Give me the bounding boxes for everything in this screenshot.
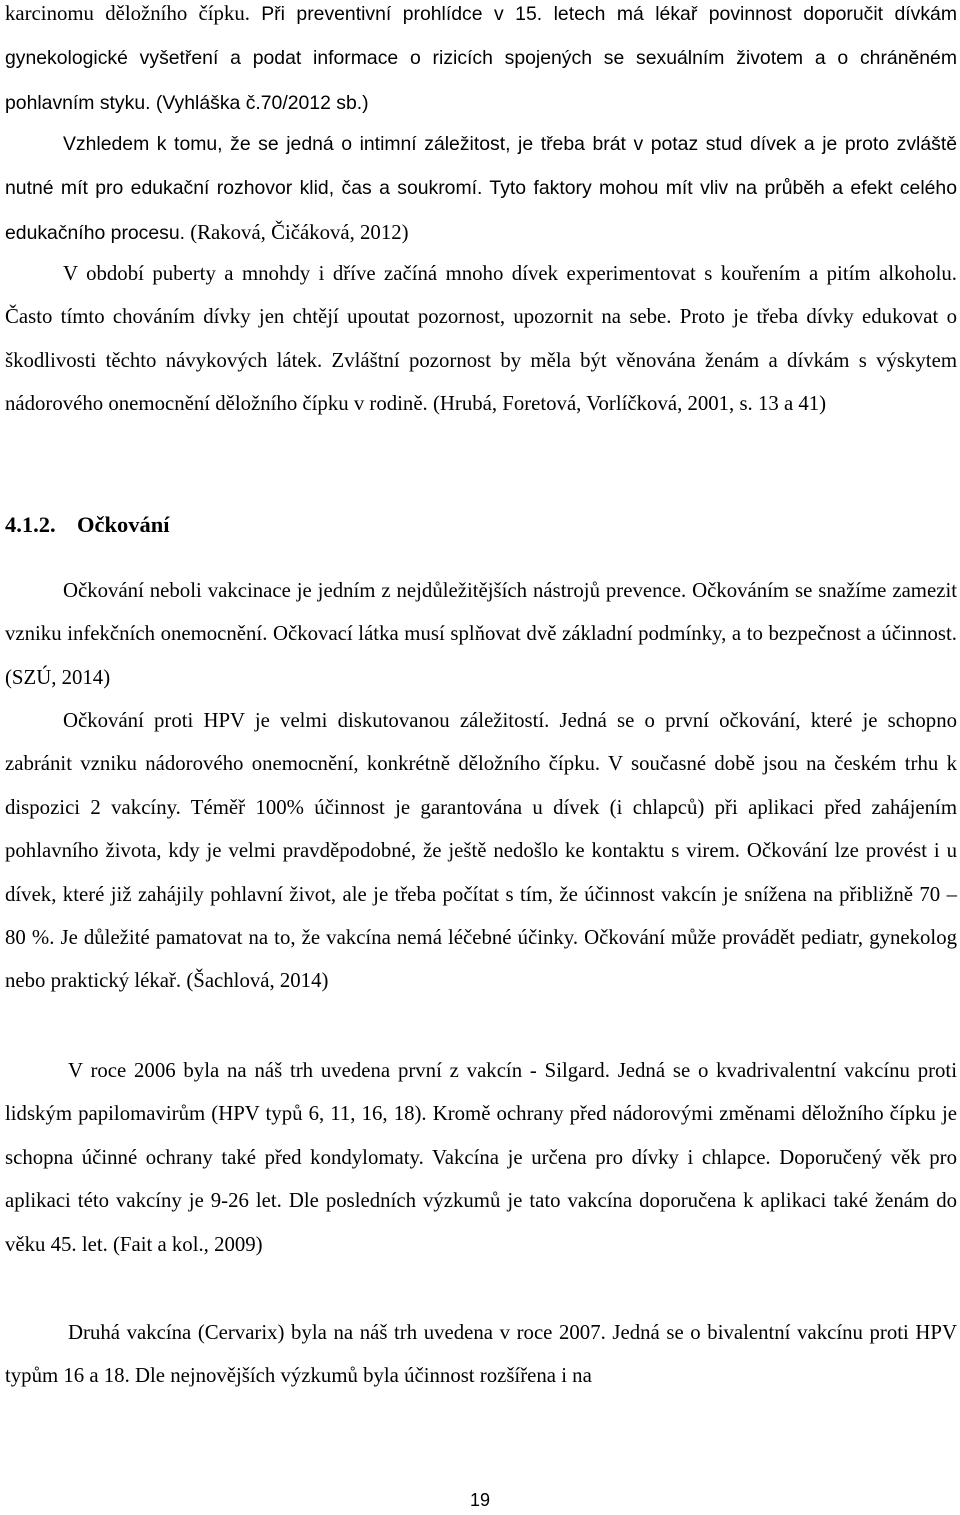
paragraph-cervarix	[5, 1311, 957, 1398]
paragraph-privacy-citation: (Raková, Čičáková, 2012)	[185, 220, 409, 244]
paragraph-silgard-text: V roce 2006 byla na náš trh uvedena první z vakcín - Silgard. Jedná se o kvadrivalentní vakcínu proti lidským papilomavirům (HPV typů 6, 11, 16, 18). Kromě ochrany před nádorovými změnami děložního čípku je schopna účinné ochrany také před kondylomaty. Vakcína je určena pro dívky i chlapce. Doporučený věk pro aplikaci této vakcíny je 9-26 let. Dle posledních výzkumů je tato vakcína doporučena k aplikaci také ženám do věku 45. let. (Fait a kol., 2009)	[5, 1059, 957, 1256]
paragraph-hpv-vaccination	[5, 699, 957, 1003]
paragraph-silgard	[5, 1049, 957, 1266]
paragraph-vaccination	[5, 569, 957, 699]
paragraph-cervarix-text: Druhá vakcína (Cervarix) byla na náš trh uvedena v roce 2007. Jedná se o bivalentní vakcínu proti HPV typům 16 a 18. Dle nejnovějších výzkumů byla účinnost rozšířena i na	[5, 1321, 957, 1388]
paragraph-puberty	[5, 252, 957, 426]
paragraph-intro-serif: karcinomu děložního čípku.	[5, 2, 262, 25]
paragraph-vaccination-text: Očkování neboli vakcinace je jedním z nejdůležitějších nástrojů prevence. Očkováním se snažíme zamezit vzniku infekčních onemocnění. Očkovací látka musí splňovat dvě základní podmínky, a to bezpečnost a účinnost. (SZÚ, 2014)	[5, 579, 957, 689]
paragraph-privacy-sans: Vzhledem k tomu, že se jedná o intimní záležitost, je třeba brát v potaz stud dívek a je proto zvláště nutné mít pro edukační rozhovor klid, čas a soukromí. Tyto faktory mohou mít vliv na průběh a efekt celého edukačního procesu.	[5, 133, 957, 244]
paragraph-puberty-text: V období puberty a mnohdy i dříve začíná mnoho dívek experimentovat s kouřením a pitím alkoholu. Často tímto chováním dívky jen chtějí upoutat pozornost, upozornit na sebe. Proto je třeba dívky edukovat o škodlivosti těchto návykových látek. Zvláštní pozornost by měla být věnována ženám a dívkám s výskytem nádorového onemocnění děložního čípku v rodině. (Hrubá, Foretová, Vorlíčková, 2001, s. 13 a 41)	[5, 262, 957, 416]
section-heading	[5, 505, 170, 545]
section-title: Očkování	[77, 512, 170, 537]
paragraph-intro-sans: Při preventivní prohlídce v 15. letech má lékař povinnost doporučit dívkám gynekologické vyšetření a podat informace o rizicích spojených se sexuálním životem a o chráněném pohlavním styku. (Vyhláška č.70/2012 sb.)	[5, 3, 957, 114]
paragraph-privacy	[5, 122, 957, 255]
paragraph-intro	[5, 0, 957, 125]
section-number: 4.1.2.	[5, 512, 56, 537]
paragraph-hpv-vaccination-text: Očkování proti HPV je velmi diskutovanou záležitostí. Jedná se o první očkování, které je schopno zabránit vzniku nádorového onemocnění, konkrétně děložního čípku. V současné době jsou na českém trhu k dispozici 2 vakcíny. Téměř 100% účinnost je garantována u dívek (i chlapců) při aplikaci před zahájením pohlavního života, kdy je velmi pravděpodobné, že ještě nedošlo ke kontaktu s virem. Očkování lze provést i u dívek, které již zahájily pohlavní život, ale je třeba počítat s tím, že účinnost vakcín je snížena na přibližně 70 – 80 %. Je důležité pamatovat na to, že vakcína nemá léčebné účinky. Očkování může provádět pediatr, gynekolog nebo praktický lékař. (Šachlová, 2014)	[5, 709, 957, 993]
page-number: 19	[469, 1490, 491, 1510]
